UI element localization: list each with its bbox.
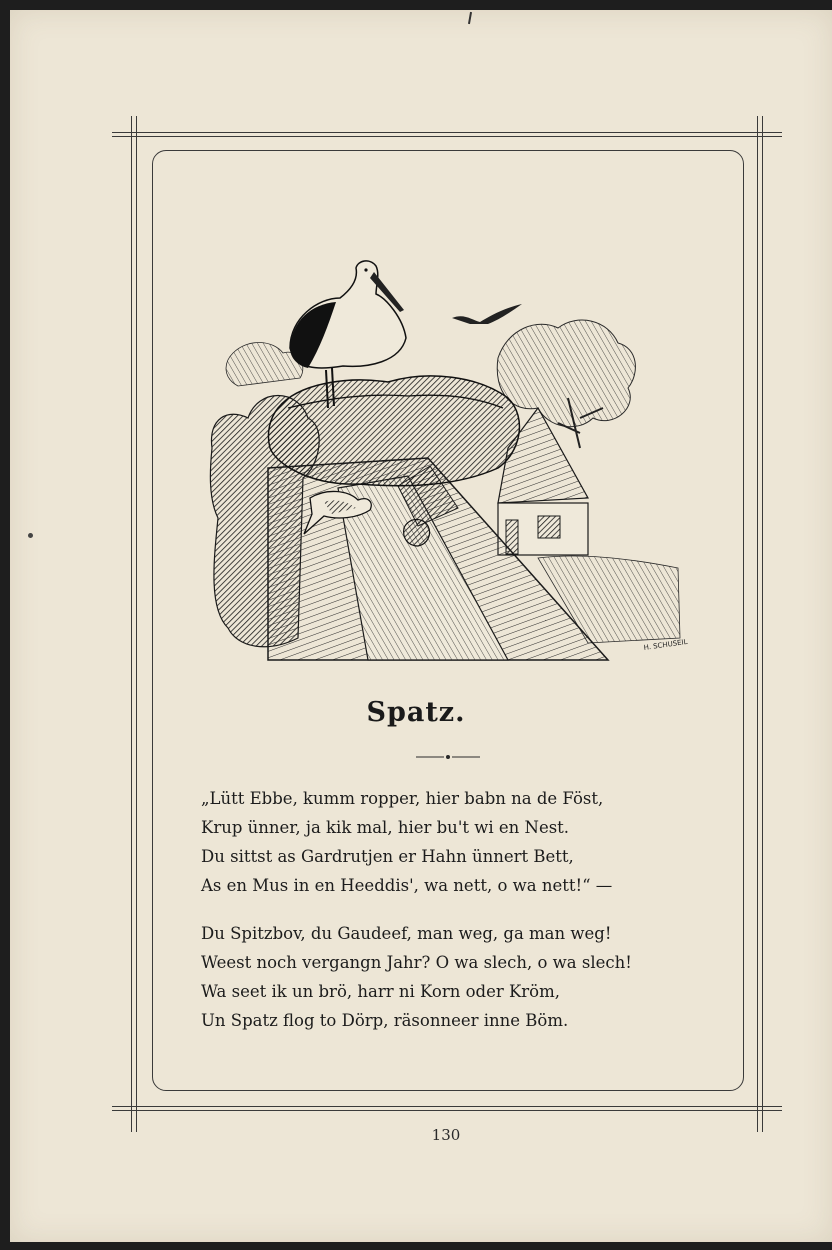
title-ornament	[416, 752, 480, 762]
poem-line: Wa seet ik un brö, harr ni Korn oder Kröm,	[201, 982, 561, 1001]
margin-mark	[28, 533, 33, 538]
poem-line: As en Mus in en Heeddis', wa nett, o wa nett!“ —	[201, 876, 613, 895]
frame-right-rule-outer	[757, 116, 758, 1132]
poem-stanza-1	[201, 784, 681, 900]
poem-line: Un Spatz flog to Dörp, räsonneer inne Böm.	[201, 1011, 569, 1030]
poem-line: Krup ünner, ja kik mal, hier bu't wi en Nest.	[201, 818, 570, 837]
page-number: 130	[431, 1126, 461, 1144]
frame-right-rule-inner	[762, 116, 763, 1132]
poem-title: Spatz.	[366, 697, 466, 728]
engraving-illustration	[208, 258, 688, 664]
engraver-signature: H. SCHUSEIL	[643, 637, 688, 652]
poem-line: Du Spitzbov, du Gaudeef, man weg, ga man weg!	[201, 924, 612, 943]
frame-bottom-rule-inner	[112, 1110, 782, 1111]
frame-left-rule-outer	[131, 116, 132, 1132]
frame-top-rule-outer	[112, 132, 782, 133]
frame-top-rule-inner	[112, 136, 782, 137]
poem-line: Du sittst as Gardrutjen er Hahn ünnert Bett,	[201, 847, 574, 866]
flying-bird	[452, 304, 522, 324]
frame-bottom-rule-outer	[112, 1106, 782, 1107]
poem-stanza-2	[201, 919, 681, 1035]
poem-line: Weest noch vergangn Jahr? O wa slech, o wa slech!	[201, 953, 632, 972]
poem-line: „Lütt Ebbe, kumm ropper, hier babn na de Föst,	[201, 789, 604, 808]
frame-left-rule-inner	[136, 116, 137, 1132]
stork-nest	[268, 376, 519, 486]
